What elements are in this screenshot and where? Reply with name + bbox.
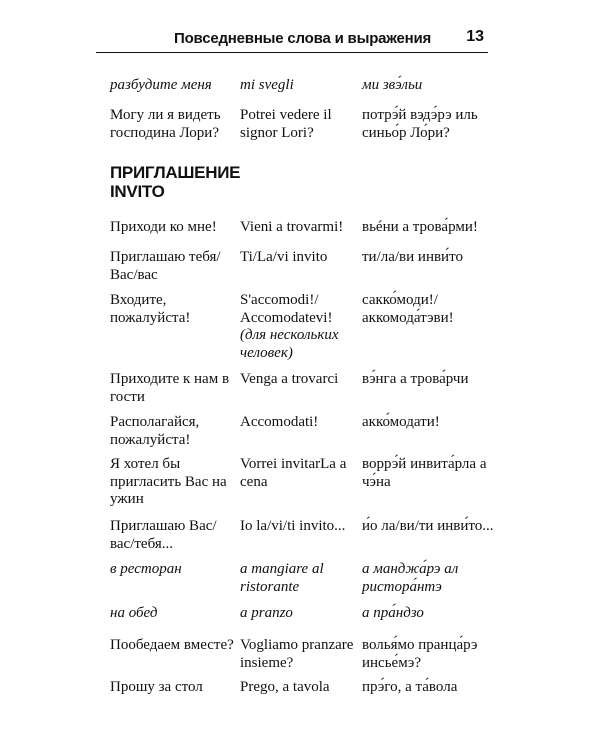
- transcription: ти/ла/ви инви́то: [362, 249, 463, 265]
- russian-phrase: Прошу за стол: [110, 679, 203, 695]
- russian-phrase: Входите, пожалуйста!: [110, 292, 191, 326]
- italian-phrase: a mangiare al ristorante: [240, 561, 324, 595]
- italian-phrase: Prego, a tavola: [240, 679, 330, 695]
- transcription: потрэ́й вэдэ́рэ иль синьо́р Ло́ри?: [362, 107, 478, 141]
- russian-phrase: Приглашаю Вас/вас/тебя...: [110, 518, 217, 552]
- italian-phrase: Venga a trovarci: [240, 371, 339, 387]
- italian-phrase: S'accomodi!/ Accomodatevi!: [240, 292, 333, 326]
- section-title-italian: INVITO: [110, 182, 165, 201]
- transcription: акко́модати!: [362, 414, 440, 430]
- transcription: воррэ́й инвита́рла а чэ́на: [362, 456, 487, 490]
- page-number: 13: [466, 28, 484, 45]
- usage-note: (для нескольких человек): [240, 327, 339, 361]
- russian-phrase: Я хотел бы пригласить Вас на ужин: [110, 456, 227, 507]
- transcription: вьéни а трова́рми!: [362, 219, 478, 235]
- italian-phrase-with-note: [240, 292, 365, 362]
- transcription: сакко́моди!/ аккомода́тэви!: [362, 292, 454, 326]
- running-header: [96, 28, 488, 53]
- russian-phrase: Приглашаю тебя/Вас/вас: [110, 249, 221, 283]
- transcription: прэ́го, а та́вола: [362, 679, 458, 695]
- russian-phrase: разбудите меня: [110, 77, 212, 93]
- section-heading: [110, 163, 240, 201]
- russian-phrase: Приходи ко мне!: [110, 219, 217, 235]
- russian-phrase: на обед: [110, 605, 158, 621]
- section-title-russian: ПРИГЛАШЕНИЕ: [110, 163, 241, 182]
- italian-phrase: Ti/La/vi invito: [240, 249, 328, 265]
- transcription: волья́мо пранца́рэ инсье́мэ?: [362, 637, 478, 671]
- italian-phrase: Vieni a trovarmi!: [240, 219, 344, 235]
- transcription: и́о ла/ви/ти инви́то...: [362, 518, 494, 534]
- italian-phrase: Vorrei invitarLa a cena: [240, 456, 347, 490]
- russian-phrase: Приходите к нам в гости: [110, 371, 230, 405]
- russian-phrase: Располагайся, пожалуйста!: [110, 414, 200, 448]
- transcription: а пра́ндзо: [362, 605, 424, 621]
- russian-phrase: Могу ли я видеть господина Лори?: [110, 107, 221, 141]
- italian-phrase: Io la/vi/ti invito...: [240, 518, 346, 534]
- russian-phrase: в ресторан: [110, 561, 182, 577]
- transcription: ми звэ́льи: [362, 77, 423, 93]
- italian-phrase: mi svegli: [240, 77, 294, 93]
- russian-phrase: Пообедаем вместе?: [110, 637, 234, 653]
- italian-phrase: Vogliamo pranzare insieme?: [240, 637, 354, 671]
- italian-phrase: Potrei vedere il signor Lori?: [240, 107, 332, 141]
- transcription: а манджа́рэ ал ристора́нтэ: [362, 561, 459, 595]
- header-title: Повседневные слова и выражения: [174, 30, 432, 47]
- transcription: вэ́нга а трова́рчи: [362, 371, 469, 387]
- italian-phrase: a pranzo: [240, 605, 293, 621]
- italian-phrase: Accomodati!: [240, 414, 319, 430]
